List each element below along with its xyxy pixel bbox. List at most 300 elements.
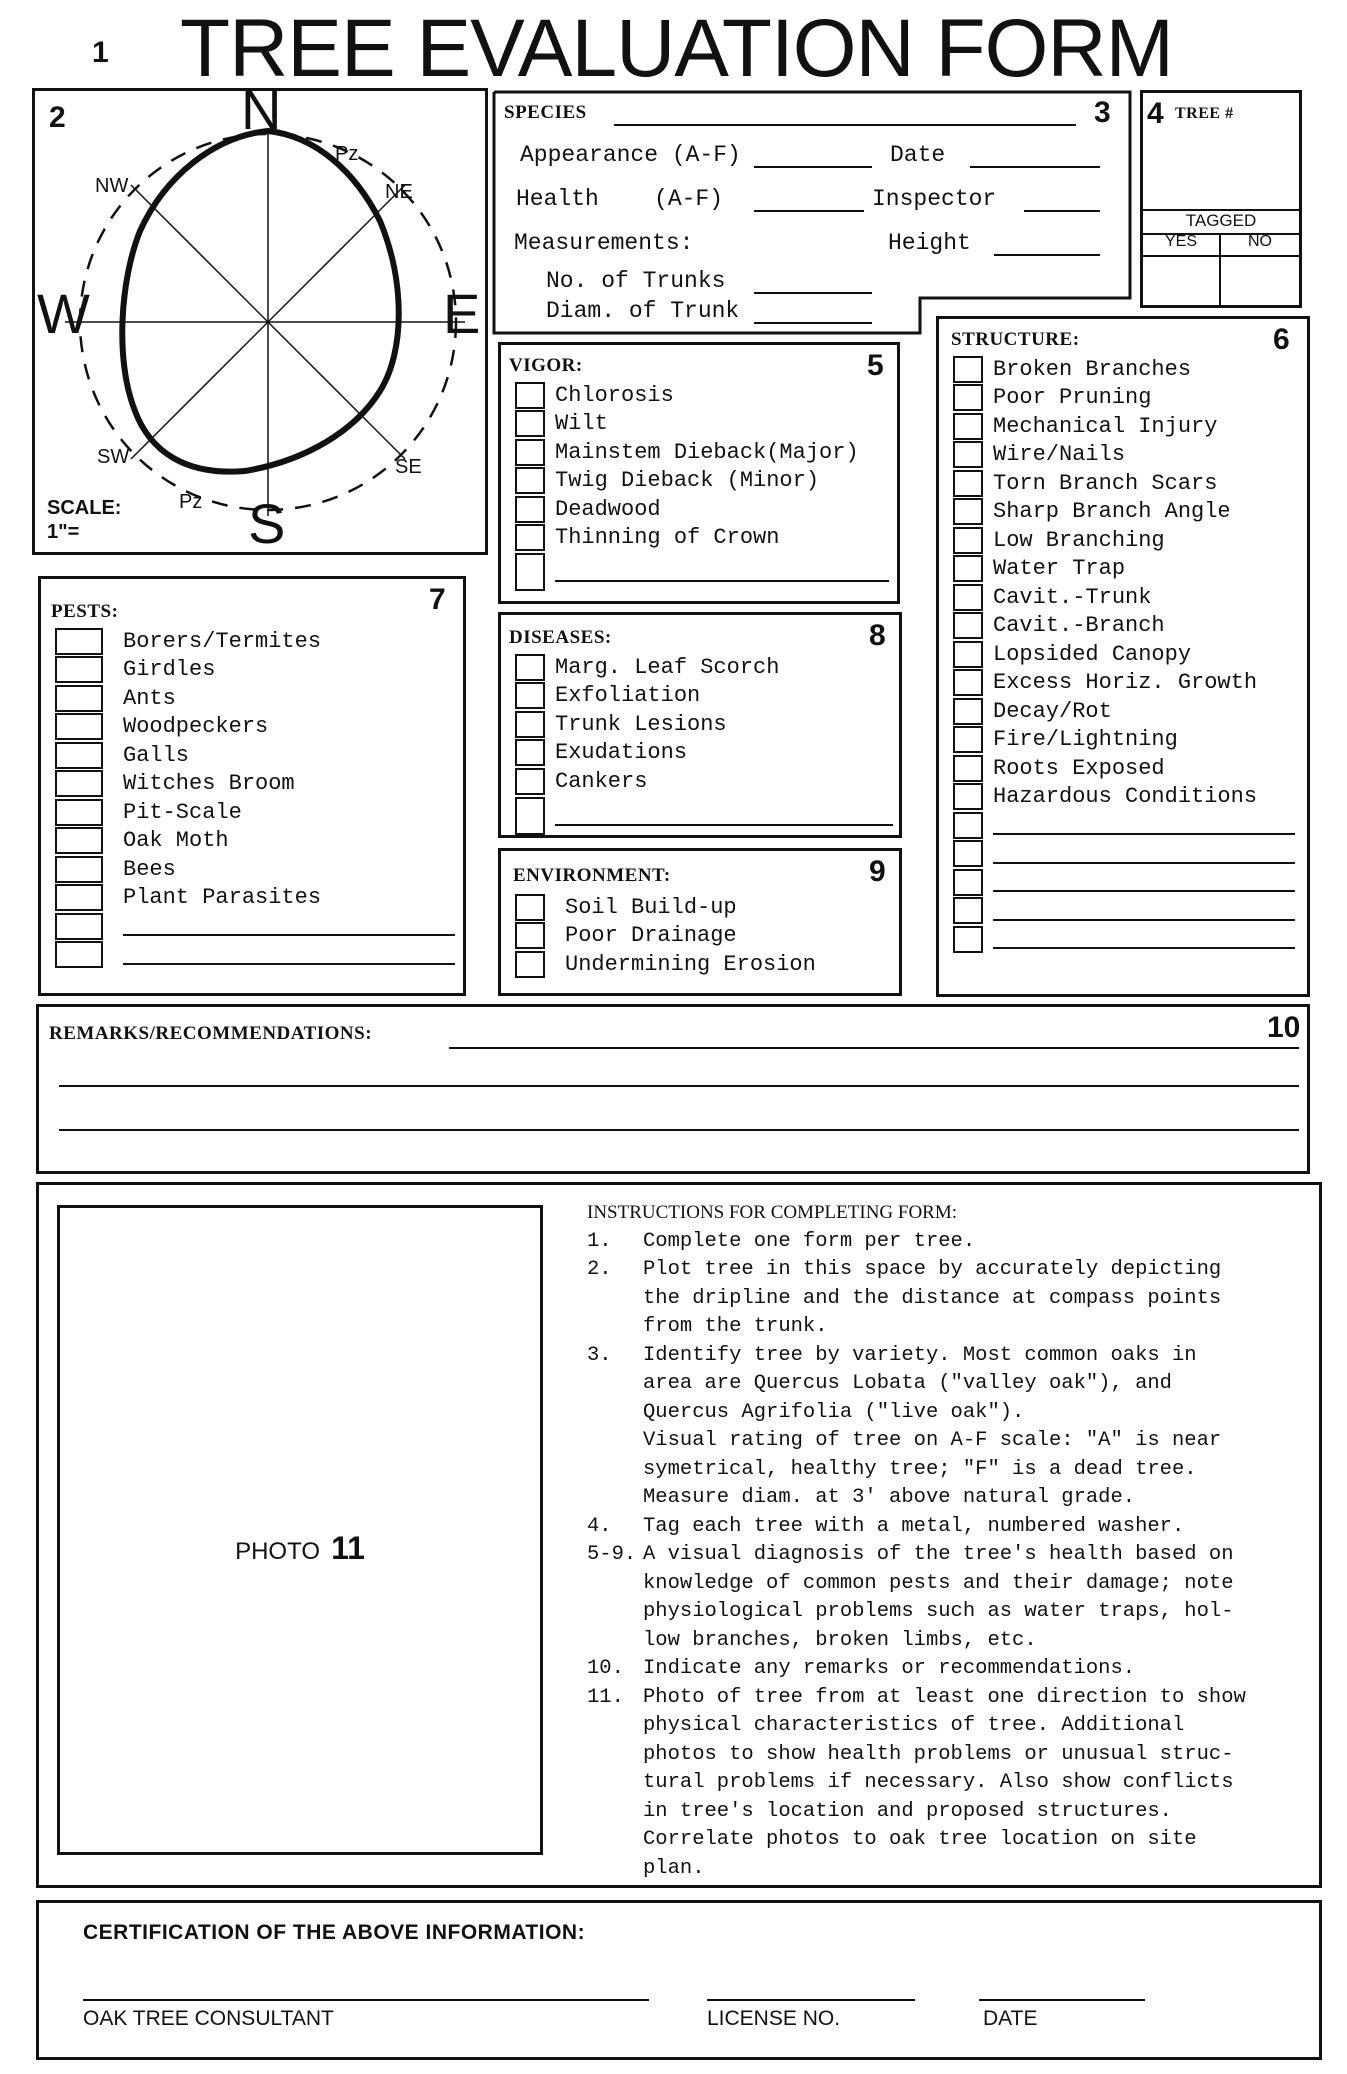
checkbox[interactable] bbox=[55, 941, 103, 968]
list-item[interactable] bbox=[953, 583, 1295, 612]
appearance-field[interactable] bbox=[754, 166, 872, 168]
remarks-label: REMARKS/RECOMMENDATIONS: bbox=[49, 1023, 373, 1044]
consultant-label: OAK TREE CONSULTANT bbox=[83, 2007, 334, 2030]
checkbox[interactable] bbox=[55, 770, 103, 797]
instruction-number: 11. bbox=[587, 1685, 624, 1709]
list-item[interactable] bbox=[515, 495, 889, 524]
instruction-line bbox=[587, 1342, 1313, 1371]
date-label: Date bbox=[890, 142, 946, 168]
item-label: Deadwood bbox=[555, 496, 661, 522]
instruction-line bbox=[587, 1655, 1313, 1684]
list-item[interactable] bbox=[953, 441, 1295, 470]
checkbox[interactable] bbox=[953, 840, 983, 867]
instruction-line bbox=[587, 1313, 1313, 1342]
protected-zone-label-bottom: Pz bbox=[179, 491, 203, 513]
section-number-3: 3 bbox=[1094, 96, 1111, 129]
instruction-text: in tree's location and proposed structures. bbox=[643, 1799, 1172, 1823]
tree-tag-panel bbox=[1140, 90, 1302, 308]
section-number-2: 2 bbox=[49, 101, 66, 134]
vigor-title: VIGOR: bbox=[509, 355, 583, 376]
instruction-text: A visual diagnosis of the tree's health based on bbox=[643, 1543, 1234, 1566]
instruction-line bbox=[587, 1541, 1313, 1570]
instruction-line bbox=[587, 1427, 1313, 1456]
item-label: Fire/Lightning bbox=[993, 727, 1178, 753]
section-number-7: 7 bbox=[429, 583, 446, 616]
checkbox[interactable] bbox=[55, 913, 103, 940]
instruction-line bbox=[587, 1855, 1313, 1884]
structure-panel bbox=[936, 316, 1310, 997]
instruction-line bbox=[587, 1228, 1313, 1257]
checkbox[interactable] bbox=[953, 527, 983, 554]
item-label: Bees bbox=[123, 856, 176, 882]
protected-zone-label-top: Pz bbox=[335, 143, 359, 165]
checkbox[interactable] bbox=[953, 869, 983, 896]
remarks-panel bbox=[36, 1004, 1310, 1174]
item-label: Cavit.-Trunk bbox=[993, 584, 1152, 610]
structure-list bbox=[953, 355, 1295, 954]
instruction-line bbox=[587, 1826, 1313, 1855]
certification-date-label: DATE bbox=[983, 2007, 1038, 2030]
checkbox[interactable] bbox=[55, 685, 103, 712]
compass-se: SE bbox=[395, 456, 422, 478]
checkbox[interactable] bbox=[55, 884, 103, 911]
item-label: Excess Horiz. Growth bbox=[993, 670, 1258, 696]
checkbox[interactable] bbox=[953, 726, 983, 753]
instruction-number: 2. bbox=[587, 1258, 612, 1281]
photo-instructions-panel bbox=[36, 1182, 1322, 1888]
instructions-title: INSTRUCTIONS FOR COMPLETING FORM: bbox=[587, 1202, 958, 1223]
pests-panel bbox=[38, 576, 466, 996]
item-label: Exfoliation bbox=[555, 683, 701, 709]
item-label: Cankers bbox=[555, 768, 648, 794]
instruction-text: Quercus Agrifolia ("live oak"). bbox=[643, 1400, 1025, 1424]
checkbox[interactable] bbox=[953, 641, 983, 668]
list-item[interactable] bbox=[55, 855, 455, 884]
blank-list-item[interactable] bbox=[55, 941, 455, 970]
list-item[interactable] bbox=[953, 469, 1295, 498]
item-label: Oak Moth bbox=[123, 828, 229, 854]
compass-east: E bbox=[443, 282, 481, 345]
instruction-text: Plot tree in this space by accurately depicting bbox=[643, 1258, 1222, 1281]
blank-list-item[interactable] bbox=[55, 912, 455, 941]
blank-line[interactable] bbox=[555, 580, 889, 582]
instruction-line bbox=[587, 1370, 1313, 1399]
instruction-number bbox=[587, 1855, 643, 1884]
item-label: Soil Build-up bbox=[565, 894, 737, 920]
instruction-number bbox=[587, 1570, 643, 1599]
item-label: Undermining Erosion bbox=[565, 951, 816, 977]
instruction-number bbox=[587, 1598, 643, 1627]
checkbox[interactable] bbox=[953, 897, 983, 924]
section-number-6: 6 bbox=[1273, 323, 1290, 356]
item-label: Marg. Leaf Scorch bbox=[555, 654, 780, 680]
checkbox[interactable] bbox=[953, 584, 983, 611]
structure-title: STRUCTURE: bbox=[951, 329, 1080, 350]
instruction-line bbox=[587, 1256, 1313, 1285]
list-item[interactable] bbox=[953, 384, 1295, 413]
item-label: Witches Broom bbox=[123, 771, 295, 797]
checkbox[interactable] bbox=[515, 894, 545, 921]
compass-panel bbox=[32, 78, 488, 555]
checkbox[interactable] bbox=[953, 926, 983, 953]
height-field[interactable] bbox=[994, 254, 1100, 256]
item-label: Wire/Nails bbox=[993, 442, 1126, 468]
blank-list-item[interactable] bbox=[953, 925, 1295, 954]
tagged-no-label: NO bbox=[1248, 233, 1272, 250]
section-number-8: 8 bbox=[869, 619, 886, 652]
tree-number-label: TREE # bbox=[1175, 105, 1234, 122]
environment-title: ENVIRONMENT: bbox=[513, 865, 671, 886]
list-item[interactable] bbox=[55, 770, 455, 799]
item-label: Mainstem Dieback(Major) bbox=[555, 439, 859, 465]
checkbox[interactable] bbox=[515, 410, 545, 437]
tagged-label: TAGGED bbox=[1185, 211, 1257, 230]
instruction-line bbox=[587, 1456, 1313, 1485]
checkbox[interactable] bbox=[515, 739, 545, 766]
item-label: Poor Pruning bbox=[993, 385, 1152, 411]
checkbox[interactable] bbox=[55, 799, 103, 826]
section-number-4: 4 bbox=[1147, 97, 1164, 130]
list-item[interactable] bbox=[515, 922, 893, 951]
instruction-text: Complete one form per tree. bbox=[643, 1229, 976, 1253]
instruction-number bbox=[587, 1798, 643, 1827]
height-label: Height bbox=[888, 230, 971, 256]
list-item[interactable] bbox=[515, 467, 889, 496]
photo-number: 11 bbox=[331, 1530, 365, 1566]
list-item[interactable] bbox=[515, 767, 893, 796]
list-item[interactable] bbox=[953, 640, 1295, 669]
compass-sw: SW bbox=[97, 446, 130, 468]
blank-line[interactable] bbox=[993, 862, 1295, 864]
instruction-line bbox=[587, 1798, 1313, 1827]
blank-line[interactable] bbox=[993, 833, 1295, 835]
instruction-number bbox=[587, 1370, 643, 1399]
item-label: Decay/Rot bbox=[993, 698, 1112, 724]
list-item[interactable] bbox=[953, 726, 1295, 755]
item-label: Mechanical Injury bbox=[993, 413, 1218, 439]
checkbox[interactable] bbox=[515, 951, 545, 978]
checkbox[interactable] bbox=[515, 439, 545, 466]
instruction-number bbox=[587, 1427, 643, 1456]
list-item[interactable] bbox=[515, 410, 889, 439]
checkbox[interactable] bbox=[953, 555, 983, 582]
tree-number-field[interactable] bbox=[1143, 133, 1299, 209]
section-number-5: 5 bbox=[867, 349, 884, 382]
checkbox[interactable] bbox=[953, 498, 983, 525]
license-line[interactable] bbox=[707, 1999, 915, 2001]
scale-value[interactable]: 1"= bbox=[47, 521, 80, 543]
checkbox[interactable] bbox=[55, 742, 103, 769]
checkbox[interactable] bbox=[515, 496, 545, 523]
list-item[interactable] bbox=[55, 884, 455, 913]
list-item[interactable] bbox=[515, 893, 893, 922]
list-item[interactable] bbox=[953, 754, 1295, 783]
pests-list bbox=[55, 627, 455, 969]
photo-caption bbox=[60, 1530, 540, 1567]
checkbox[interactable] bbox=[953, 413, 983, 440]
remarks-line-2[interactable] bbox=[59, 1085, 1299, 1087]
license-label: LICENSE NO. bbox=[707, 2007, 841, 2030]
item-label: Hazardous Conditions bbox=[993, 784, 1258, 810]
instruction-line bbox=[587, 1513, 1313, 1542]
compass-ne: NE bbox=[385, 181, 413, 203]
inspector-field[interactable] bbox=[1024, 210, 1100, 212]
environment-panel bbox=[498, 848, 902, 996]
blank-line[interactable] bbox=[993, 890, 1295, 892]
compass-nw: NW bbox=[95, 175, 129, 197]
checkbox[interactable] bbox=[515, 922, 545, 949]
list-item[interactable] bbox=[953, 783, 1295, 812]
list-item[interactable] bbox=[953, 498, 1295, 527]
instruction-text: Measure diam. at 3' above natural grade. bbox=[643, 1486, 1136, 1509]
item-label: Trunk Lesions bbox=[555, 711, 727, 737]
item-label: Pit-Scale bbox=[123, 799, 242, 825]
list-item[interactable] bbox=[55, 713, 455, 742]
item-label: Chlorosis bbox=[555, 382, 674, 408]
instruction-line bbox=[587, 1598, 1313, 1627]
item-label: Thinning of Crown bbox=[555, 525, 780, 551]
tagged-yes-field[interactable] bbox=[1143, 257, 1218, 305]
item-label: Torn Branch Scars bbox=[993, 470, 1218, 496]
blank-line[interactable] bbox=[993, 919, 1295, 921]
tagged-no-field[interactable] bbox=[1221, 257, 1299, 305]
list-item[interactable] bbox=[515, 438, 889, 467]
blank-list-item[interactable] bbox=[953, 897, 1295, 926]
item-label: Plant Parasites bbox=[123, 885, 322, 911]
instruction-line bbox=[587, 1484, 1313, 1513]
list-item[interactable] bbox=[515, 524, 889, 553]
instruction-line bbox=[587, 1684, 1313, 1713]
checkbox[interactable] bbox=[953, 812, 983, 839]
checkbox[interactable] bbox=[953, 783, 983, 810]
checkbox[interactable] bbox=[55, 713, 103, 740]
blank-list-item[interactable] bbox=[515, 796, 893, 836]
item-label: Ants bbox=[123, 685, 176, 711]
item-label: Sharp Branch Angle bbox=[993, 499, 1231, 525]
blank-list-item[interactable] bbox=[953, 811, 1295, 840]
instruction-number bbox=[587, 1399, 643, 1428]
item-label: Woodpeckers bbox=[123, 714, 269, 740]
list-item[interactable] bbox=[55, 827, 455, 856]
instruction-number: 4. bbox=[587, 1514, 612, 1538]
species-panel bbox=[492, 90, 1132, 335]
instruction-text: Visual rating of tree on A-F scale: "A" is near bbox=[643, 1429, 1222, 1452]
section-number-9: 9 bbox=[869, 855, 886, 888]
list-item[interactable] bbox=[953, 612, 1295, 641]
item-label: Galls bbox=[123, 742, 190, 768]
appearance-label: Appearance (A-F) bbox=[520, 142, 741, 168]
instruction-number bbox=[587, 1769, 643, 1798]
consultant-signature-line[interactable] bbox=[83, 1999, 649, 2001]
instruction-text: photos to show health problems or unusual struc- bbox=[643, 1742, 1234, 1766]
instruction-number bbox=[587, 1484, 643, 1513]
checkbox[interactable] bbox=[953, 669, 983, 696]
instruction-text: the dripline and the distance at compass points bbox=[643, 1286, 1222, 1310]
instruction-number: 3. bbox=[587, 1343, 612, 1367]
pests-title: PESTS: bbox=[51, 601, 119, 622]
checkbox[interactable] bbox=[953, 470, 983, 497]
checkbox[interactable] bbox=[55, 628, 103, 655]
instruction-text: Photo of tree from at least one direction to show bbox=[643, 1685, 1246, 1709]
checkbox[interactable] bbox=[515, 768, 545, 795]
instruction-text: Indicate any remarks or recommendations. bbox=[643, 1657, 1136, 1680]
instruction-line bbox=[587, 1627, 1313, 1656]
species-field[interactable] bbox=[614, 124, 1076, 126]
list-item[interactable] bbox=[515, 710, 893, 739]
instruction-number bbox=[587, 1741, 643, 1770]
list-item[interactable] bbox=[953, 355, 1295, 384]
checkbox[interactable] bbox=[953, 441, 983, 468]
blank-list-item[interactable] bbox=[953, 868, 1295, 897]
checkbox[interactable] bbox=[515, 654, 545, 681]
checkbox[interactable] bbox=[953, 698, 983, 725]
checkbox[interactable] bbox=[953, 612, 983, 639]
checkbox[interactable] bbox=[515, 553, 545, 591]
item-label: Poor Drainage bbox=[565, 923, 737, 949]
instruction-text: area are Quercus Lobata ("valley oak"), and bbox=[643, 1372, 1172, 1395]
tagged-yes-label: YES bbox=[1164, 233, 1197, 250]
checkbox[interactable] bbox=[953, 356, 983, 383]
instruction-line bbox=[587, 1285, 1313, 1314]
instruction-number bbox=[587, 1627, 643, 1656]
compass-south: S bbox=[248, 492, 286, 555]
item-label: Borers/Termites bbox=[123, 628, 322, 654]
list-item[interactable] bbox=[55, 627, 455, 656]
instruction-number bbox=[587, 1712, 643, 1741]
trunks-field[interactable] bbox=[754, 292, 872, 294]
vigor-list bbox=[515, 381, 889, 592]
instruction-number bbox=[587, 1456, 643, 1485]
checkbox[interactable] bbox=[55, 656, 103, 683]
scale-label: SCALE: bbox=[47, 497, 122, 519]
instruction-text: Identify tree by variety. Most common oaks in bbox=[643, 1343, 1197, 1367]
instruction-number: 1. bbox=[587, 1229, 612, 1253]
diseases-title: DISEASES: bbox=[509, 627, 612, 648]
date-field[interactable] bbox=[970, 166, 1100, 168]
measurements-label: Measurements: bbox=[514, 230, 694, 256]
checkbox[interactable] bbox=[55, 827, 103, 854]
blank-line[interactable] bbox=[123, 963, 455, 965]
diam-label: Diam. of Trunk bbox=[546, 298, 740, 324]
instruction-text: physical characteristics of tree. Additional bbox=[643, 1714, 1185, 1737]
compass-north: N bbox=[241, 78, 282, 141]
instruction-text: knowledge of common pests and their damage; note bbox=[643, 1571, 1234, 1595]
species-label: SPECIES bbox=[504, 102, 587, 123]
checkbox[interactable] bbox=[515, 524, 545, 551]
item-label: Girdles bbox=[123, 657, 216, 683]
vigor-panel bbox=[498, 342, 900, 604]
instruction-text: symetrical, healthy tree; "F" is a dead tree. bbox=[643, 1457, 1197, 1481]
instruction-text: from the trunk. bbox=[643, 1315, 828, 1338]
item-label: Exudations bbox=[555, 740, 688, 766]
blank-line[interactable] bbox=[993, 947, 1295, 949]
list-item[interactable] bbox=[953, 555, 1295, 584]
instruction-text: tural problems if necessary. Also show conflicts bbox=[643, 1771, 1234, 1794]
instructions-list bbox=[553, 1228, 1313, 1884]
instruction-text: Correlate photos to oak tree location on site bbox=[643, 1828, 1197, 1851]
trunks-label: No. of Trunks bbox=[546, 268, 726, 294]
checkbox[interactable] bbox=[953, 755, 983, 782]
blank-list-item[interactable] bbox=[515, 552, 889, 592]
instruction-text: physiological problems such as water traps, hol- bbox=[643, 1600, 1234, 1623]
certification-title: CERTIFICATION OF THE ABOVE INFORMATION: bbox=[83, 1921, 586, 1944]
checkbox[interactable] bbox=[515, 797, 545, 835]
item-label: Low Branching bbox=[993, 527, 1165, 553]
item-label: Water Trap bbox=[993, 556, 1126, 582]
remarks-line-3[interactable] bbox=[59, 1129, 1299, 1131]
instruction-line bbox=[587, 1741, 1313, 1770]
instructions bbox=[553, 1199, 1313, 1883]
instruction-number bbox=[587, 1285, 643, 1314]
photo-label: PHOTO bbox=[235, 1538, 320, 1565]
list-item[interactable] bbox=[55, 684, 455, 713]
remarks-line-1[interactable] bbox=[449, 1047, 1299, 1049]
instruction-number: 5-9. bbox=[587, 1543, 637, 1566]
list-item[interactable] bbox=[515, 653, 893, 682]
health-field[interactable] bbox=[754, 210, 864, 212]
list-item[interactable] bbox=[55, 656, 455, 685]
blank-list-item[interactable] bbox=[953, 840, 1295, 869]
item-label: Wilt bbox=[555, 411, 608, 437]
item-label: Cavit.-Branch bbox=[993, 613, 1165, 639]
diseases-list bbox=[515, 653, 893, 836]
instruction-text: plan. bbox=[643, 1856, 705, 1880]
diam-field[interactable] bbox=[754, 322, 872, 324]
checkbox[interactable] bbox=[515, 711, 545, 738]
item-label: Broken Branches bbox=[993, 356, 1192, 382]
environment-list bbox=[515, 893, 893, 979]
list-item[interactable] bbox=[953, 526, 1295, 555]
form-number: 1 bbox=[92, 36, 109, 69]
inspector-label: Inspector bbox=[872, 186, 997, 212]
health-label: Health (A-F) bbox=[516, 186, 724, 212]
item-label: Lopsided Canopy bbox=[993, 641, 1192, 667]
checkbox[interactable] bbox=[515, 467, 545, 494]
list-item[interactable] bbox=[515, 739, 893, 768]
form-title: TREE EVALUATION FORM bbox=[180, 3, 1173, 94]
list-item[interactable] bbox=[953, 697, 1295, 726]
compass-west: W bbox=[37, 282, 90, 345]
date-signature-line[interactable] bbox=[979, 1999, 1145, 2001]
instruction-line bbox=[587, 1570, 1313, 1599]
instruction-number: 10. bbox=[587, 1657, 624, 1680]
checkbox[interactable] bbox=[953, 384, 983, 411]
checkbox[interactable] bbox=[55, 856, 103, 883]
list-item[interactable] bbox=[953, 669, 1295, 698]
item-label: Twig Dieback (Minor) bbox=[555, 468, 820, 494]
diseases-panel bbox=[498, 612, 902, 838]
instruction-number bbox=[587, 1313, 643, 1342]
list-item[interactable] bbox=[55, 741, 455, 770]
list-item[interactable] bbox=[953, 412, 1295, 441]
list-item[interactable] bbox=[515, 682, 893, 711]
section-number-10: 10 bbox=[1267, 1011, 1301, 1044]
item-label: Roots Exposed bbox=[993, 755, 1165, 781]
checkbox[interactable] bbox=[515, 682, 545, 709]
checkbox[interactable] bbox=[515, 382, 545, 409]
list-item[interactable] bbox=[55, 798, 455, 827]
instruction-number bbox=[587, 1826, 643, 1855]
list-item[interactable] bbox=[515, 381, 889, 410]
instruction-line bbox=[587, 1399, 1313, 1428]
certification-panel bbox=[36, 1900, 1322, 2060]
instruction-text: low branches, broken limbs, etc. bbox=[643, 1628, 1037, 1652]
list-item[interactable] bbox=[515, 950, 893, 979]
blank-line[interactable] bbox=[555, 824, 893, 826]
photo-area[interactable] bbox=[57, 1205, 543, 1855]
blank-line[interactable] bbox=[123, 934, 455, 936]
compass-diagram[interactable] bbox=[35, 91, 485, 552]
